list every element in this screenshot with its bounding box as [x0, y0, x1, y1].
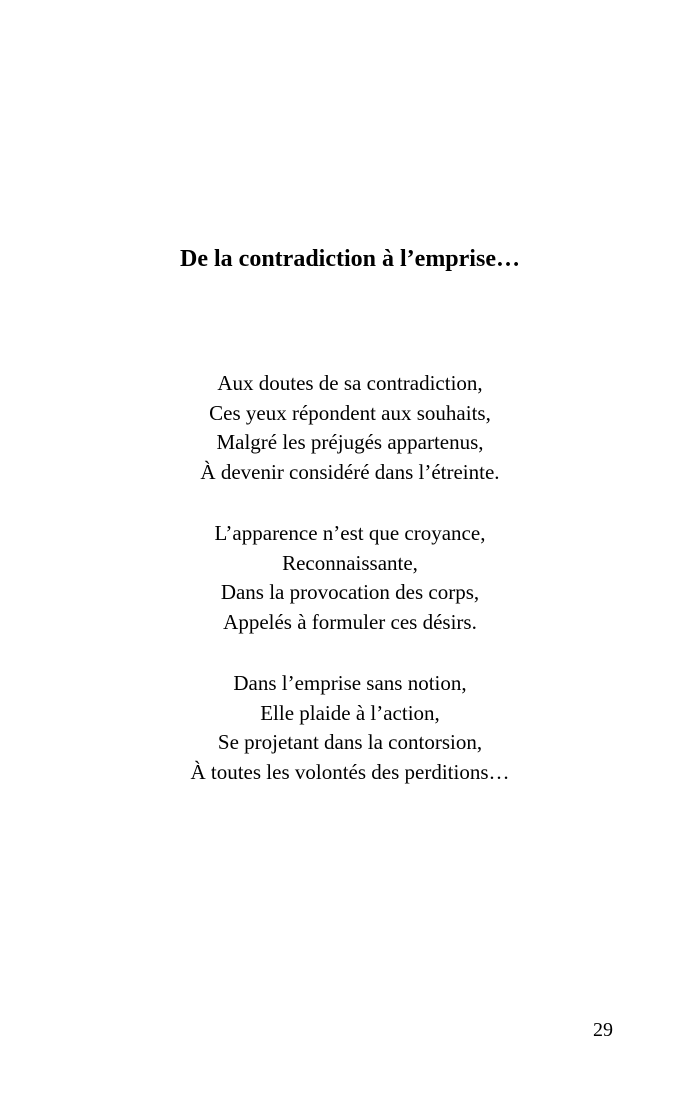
- poem-title: De la contradiction à l’emprise…: [180, 246, 520, 272]
- verse-line: Dans la provocation des corps,: [220, 580, 480, 604]
- verse-line: Malgré les préjugés appartenus,: [216, 430, 484, 454]
- verse-line: Reconnaissante,: [282, 550, 418, 575]
- stanza: [0, 369, 700, 487]
- page-number: 29: [593, 1019, 613, 1041]
- verse-line: Appelés à formuler ces désirs.: [223, 609, 477, 634]
- verse-line: À toutes les volontés des perditions…: [190, 759, 510, 784]
- verse-line: L’apparence n’est que croyance,: [214, 521, 486, 545]
- verse-line: Elle plaide à l’action,: [260, 700, 440, 725]
- stanza: [0, 669, 700, 787]
- stanza: [0, 519, 700, 637]
- verse-line: Aux doutes de sa contradiction,: [217, 371, 483, 395]
- verse-line: Se projetant dans la contorsion,: [217, 730, 483, 754]
- verse-line: Ces yeux répondent aux souhaits,: [209, 400, 491, 425]
- verse-line: Dans l’emprise sans notion,: [233, 671, 467, 695]
- verse-line: À devenir considéré dans l’étreinte.: [200, 459, 500, 484]
